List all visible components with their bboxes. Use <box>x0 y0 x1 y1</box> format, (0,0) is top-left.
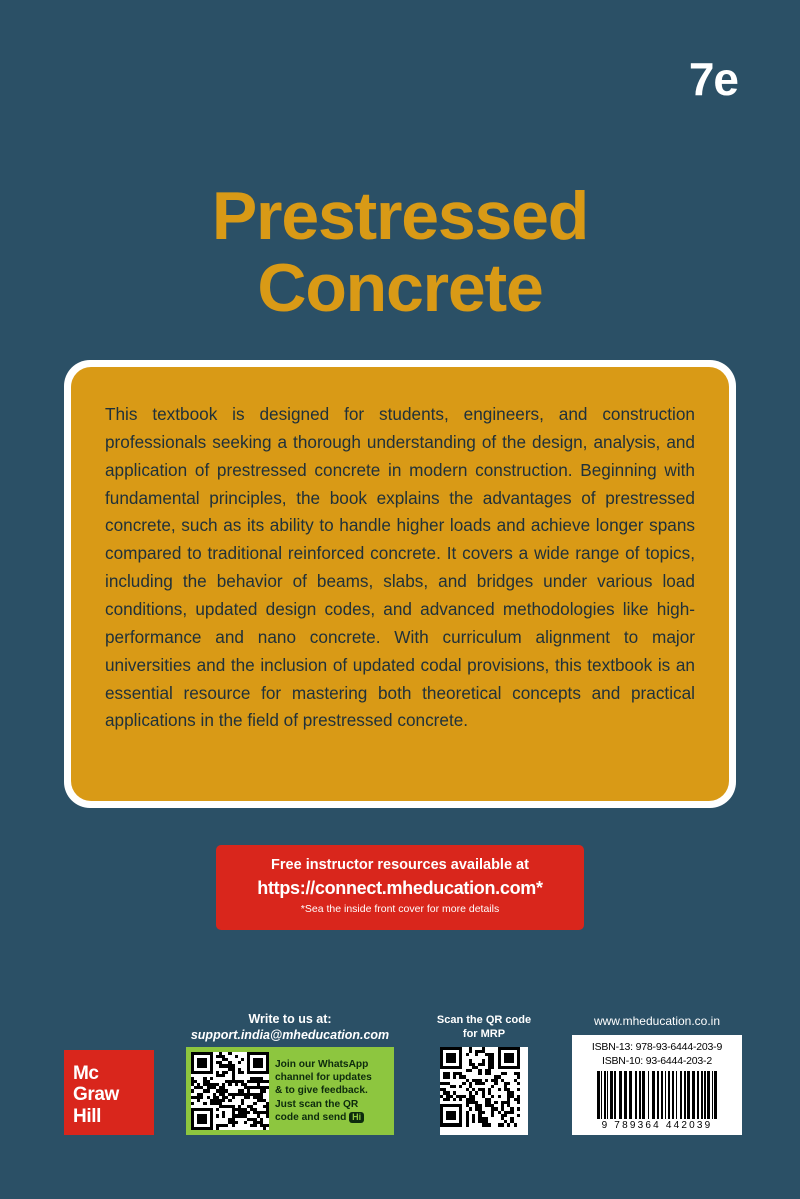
mrp-label-line-2: for MRP <box>462 1028 506 1041</box>
whatsapp-text-line-5-text: code and send <box>275 1111 347 1123</box>
blurb-panel <box>64 360 736 808</box>
blurb-panel-inner <box>71 367 729 801</box>
whatsapp-text-line-4: Just scan the QR <box>275 1098 359 1110</box>
isbn-block <box>572 1013 742 1135</box>
write-to-us-block <box>186 1011 394 1044</box>
logo-line-2: Graw <box>73 1084 119 1106</box>
promo-footnote: *Sea the inside front cover for more details <box>300 902 500 915</box>
isbn-10: ISBN-10: 93-6444-203-2 <box>601 1054 712 1067</box>
mrp-qr-block <box>428 1013 540 1135</box>
promo-banner <box>216 845 584 930</box>
blurb-text: This textbook is designed for students, engineers, and construction professionals seeking a thorough understanding of the design, analysis, and application of prestressed concrete in modern construction. Beginning with fundamental principles, the book explains the advantages of prestressed concrete, such as its ability to handle higher loads and achieve longer spans compared to traditional reinforced concrete. It covers a wide range of topics, including the behavior of beams, slabs, and bridges under various load conditions, updated design codes, and advanced methodologies like high-performance and nano concrete. With curriculum alignment to major universities and the inclusion of updated codal provisions, this textbook is an essential resource for mastering both theoretical concepts and practical applications in the field of prestressed concrete. <box>105 404 695 731</box>
page-title <box>0 178 800 327</box>
isbn-13: ISBN-13: 978-93-6444-203-9 <box>591 1040 723 1053</box>
edition-badge: 7e <box>688 53 738 105</box>
whatsapp-promo-box <box>186 1047 394 1135</box>
whatsapp-text-line-2: channel for updates <box>275 1072 372 1084</box>
whatsapp-hi-badge: Hi <box>349 1112 364 1124</box>
publisher-website[interactable]: www.mheducation.co.in <box>593 1014 721 1028</box>
footer-row <box>0 1005 800 1165</box>
promo-url[interactable]: https://connect.mheducation.com* <box>257 877 543 898</box>
logo-line-1: Mc <box>73 1063 99 1084</box>
title-line-1: Prestressed <box>211 178 589 254</box>
barcode-card <box>572 1035 742 1135</box>
whatsapp-text-line-5 <box>275 1111 389 1124</box>
logo-line-3: Hill <box>73 1105 101 1127</box>
support-email[interactable]: support.india@mheducation.com <box>190 1028 390 1043</box>
promo-line-1: Free instructor resources available at <box>271 857 529 873</box>
whatsapp-text-line-1: Join our WhatsApp <box>275 1059 369 1071</box>
whatsapp-qr-code[interactable] <box>191 1052 269 1130</box>
whatsapp-text-line-3: & to give feedback. <box>275 1085 368 1097</box>
mrp-qr-code[interactable] <box>440 1047 528 1135</box>
mrp-label-line-1: Scan the QR code <box>436 1014 532 1026</box>
barcode <box>578 1071 736 1119</box>
whatsapp-promo-text <box>269 1058 389 1123</box>
title-line-2: Concrete <box>257 250 543 327</box>
mcgraw-hill-logo <box>64 1050 154 1135</box>
write-to-us-label: Write to us at: <box>248 1012 332 1026</box>
barcode-digits: 9 789364 442039 <box>601 1120 713 1132</box>
